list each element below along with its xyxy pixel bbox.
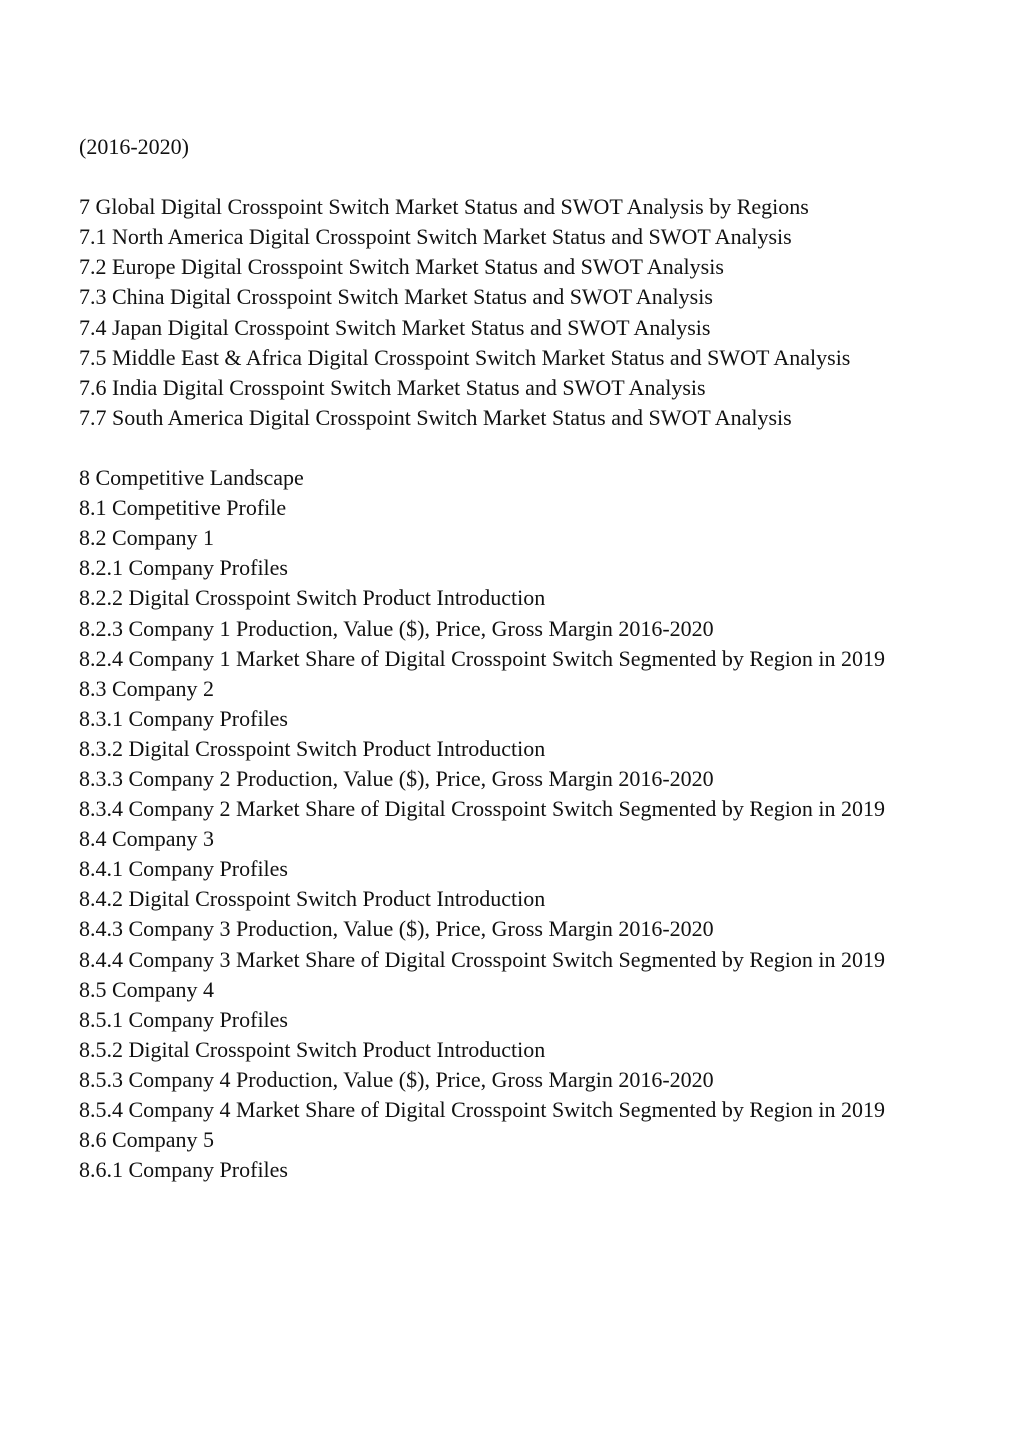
toc-item-8-5-3: 8.5.3 Company 4 Production, Value ($), Price, Gross Margin 2016-2020 (79, 1066, 714, 1092)
top-fragment: (2016-2020) (79, 134, 189, 159)
toc-item-8-3: 8.3 Company 2 (79, 675, 215, 701)
toc-item-8-5-2: 8.5.2 Digital Crosspoint Switch Product Introduction (79, 1036, 546, 1062)
toc-item-7-5: 7.5 Middle East & Africa Digital Crosspoint Switch Market Status and SWOT Analysis (79, 344, 851, 370)
toc-item-7-4: 7.4 Japan Digital Crosspoint Switch Market Status and SWOT Analysis (79, 314, 711, 340)
toc-item-8-2-4: 8.2.4 Company 1 Market Share of Digital Crosspoint Switch Segmented by Region in 2019 (79, 645, 885, 671)
section-7-heading: 7 Global Digital Crosspoint Switch Market Status and SWOT Analysis by Regions (79, 194, 809, 220)
document-page (79, 132, 959, 1185)
toc-item-8-2-1: 8.2.1 Company Profiles (79, 555, 288, 581)
toc-item-7-2: 7.2 Europe Digital Crosspoint Switch Market Status and SWOT Analysis (79, 254, 724, 280)
toc-item-7-7: 7.7 South America Digital Crosspoint Switch Market Status and SWOT Analysis (79, 404, 792, 430)
toc-item-8-6: 8.6 Company 5 (79, 1127, 215, 1153)
section-8-heading: 8 Competitive Landscape (79, 465, 304, 491)
toc-item-8-4-3: 8.4.3 Company 3 Production, Value ($), Price, Gross Margin 2016-2020 (79, 916, 714, 942)
toc-item-8-3-2: 8.3.2 Digital Crosspoint Switch Product Introduction (79, 735, 546, 761)
toc-item-7-1: 7.1 North America Digital Crosspoint Switch Market Status and SWOT Analysis (79, 224, 792, 250)
toc-item-8-4-2: 8.4.2 Digital Crosspoint Switch Product Introduction (79, 886, 546, 912)
toc-item-8-3-3: 8.3.3 Company 2 Production, Value ($), Price, Gross Margin 2016-2020 (79, 765, 714, 791)
spacer (79, 162, 959, 192)
toc-item-8-4: 8.4 Company 3 (79, 826, 215, 852)
toc-item-8-1: 8.1 Competitive Profile (79, 495, 287, 521)
toc-item-8-4-1: 8.4.1 Company Profiles (79, 856, 288, 882)
toc-item-8-5: 8.5 Company 4 (79, 976, 215, 1002)
toc-item-8-3-1: 8.3.1 Company Profiles (79, 705, 288, 731)
toc-item-8-5-1: 8.5.1 Company Profiles (79, 1006, 288, 1032)
section-7 (79, 192, 959, 433)
toc-item-8-5-4: 8.5.4 Company 4 Market Share of Digital Crosspoint Switch Segmented by Region in 2019 (79, 1097, 885, 1122)
toc-item-8-6-1: 8.6.1 Company Profiles (79, 1157, 288, 1183)
toc-item-8-4-4: 8.4.4 Company 3 Market Share of Digital Crosspoint Switch Segmented by Region in 2019 (79, 946, 885, 972)
section-8 (79, 463, 959, 1185)
toc-item-7-3: 7.3 China Digital Crosspoint Switch Market Status and SWOT Analysis (79, 284, 713, 310)
spacer (79, 433, 959, 463)
toc-item-8-3-4: 8.3.4 Company 2 Market Share of Digital Crosspoint Switch Segmented by Region in 2019 (79, 796, 885, 822)
toc-item-8-2-2: 8.2.2 Digital Crosspoint Switch Product Introduction (79, 585, 546, 611)
toc-item-7-6: 7.6 India Digital Crosspoint Switch Market Status and SWOT Analysis (79, 374, 706, 400)
toc-item-8-2: 8.2 Company 1 (79, 525, 215, 551)
toc-item-8-2-3: 8.2.3 Company 1 Production, Value ($), Price, Gross Margin 2016-2020 (79, 615, 714, 641)
